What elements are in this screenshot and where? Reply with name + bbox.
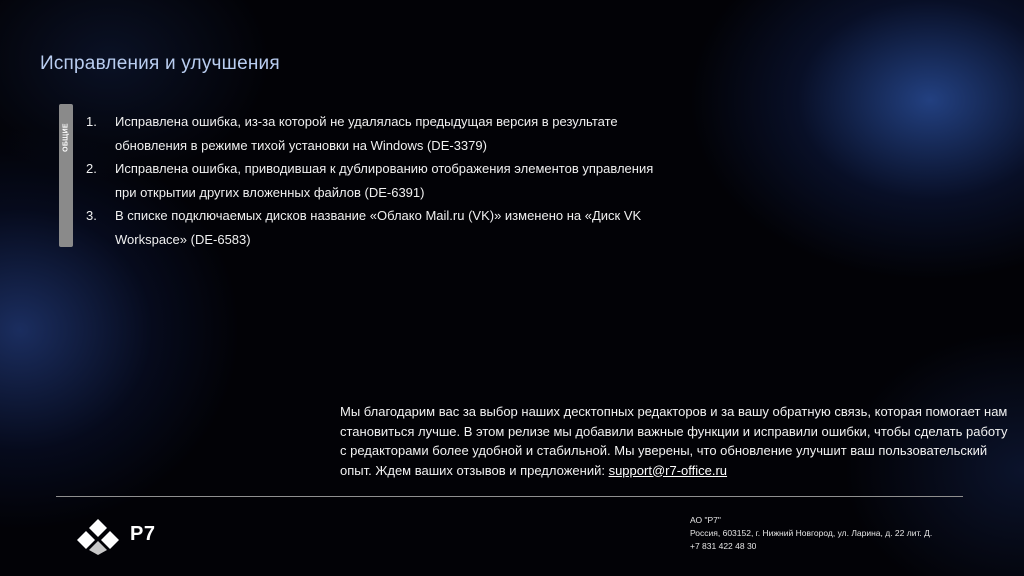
fixes-list	[86, 110, 666, 251]
side-tab	[59, 104, 73, 247]
footer-divider	[56, 496, 963, 497]
company-address: Россия, 603152, г. Нижний Новгород, ул. Ларина, д. 22 лит. Д.	[690, 528, 933, 538]
list-item-text: В списке подключаемых дисков название «Облако Mail.ru (VK)» изменено на «Диск VK Workspace» (DE-6583)	[115, 208, 642, 247]
list-item-text: Исправлена ошибка, приводившая к дублированию отображения элементов управления при открытии других вложенных файлов (DE-6391)	[115, 161, 654, 200]
list-item-text: Исправлена ошибка, из-за которой не удалялась предыдущая версия в результате обновления в режиме тихой установки на Windows (DE-3379)	[115, 114, 618, 153]
company-info	[690, 514, 932, 553]
page-title: Исправления и улучшения	[40, 53, 280, 74]
side-tab-label: ОБЩИЕ	[62, 123, 70, 152]
thanks-text: Мы благодарим вас за выбор наших десктопных редакторов и за вашу обратную связь, которая помогает нам становиться лучше. В этом релизе мы добавили важные функции и исправили ошибки, чтобы сделать работу с редакторами более удобной и стабильной. Мы уверены, что обновление улучшит ваш пользовательский опыт. Ждем ваших отзывов и предложений:	[340, 404, 1008, 478]
company-phone: +7 831 422 48 30	[690, 541, 757, 551]
logo-text: Р7	[130, 523, 156, 545]
list-item	[86, 204, 666, 251]
list-item-number: 2.	[86, 161, 97, 176]
company-name: АО "Р7"	[690, 515, 721, 525]
thanks-message	[340, 402, 1016, 480]
list-item	[86, 157, 666, 204]
list-item	[86, 110, 666, 157]
list-item-number: 3.	[86, 208, 97, 223]
list-item-number: 1.	[86, 114, 97, 129]
support-email-link[interactable]: support@r7-office.ru	[608, 462, 728, 478]
